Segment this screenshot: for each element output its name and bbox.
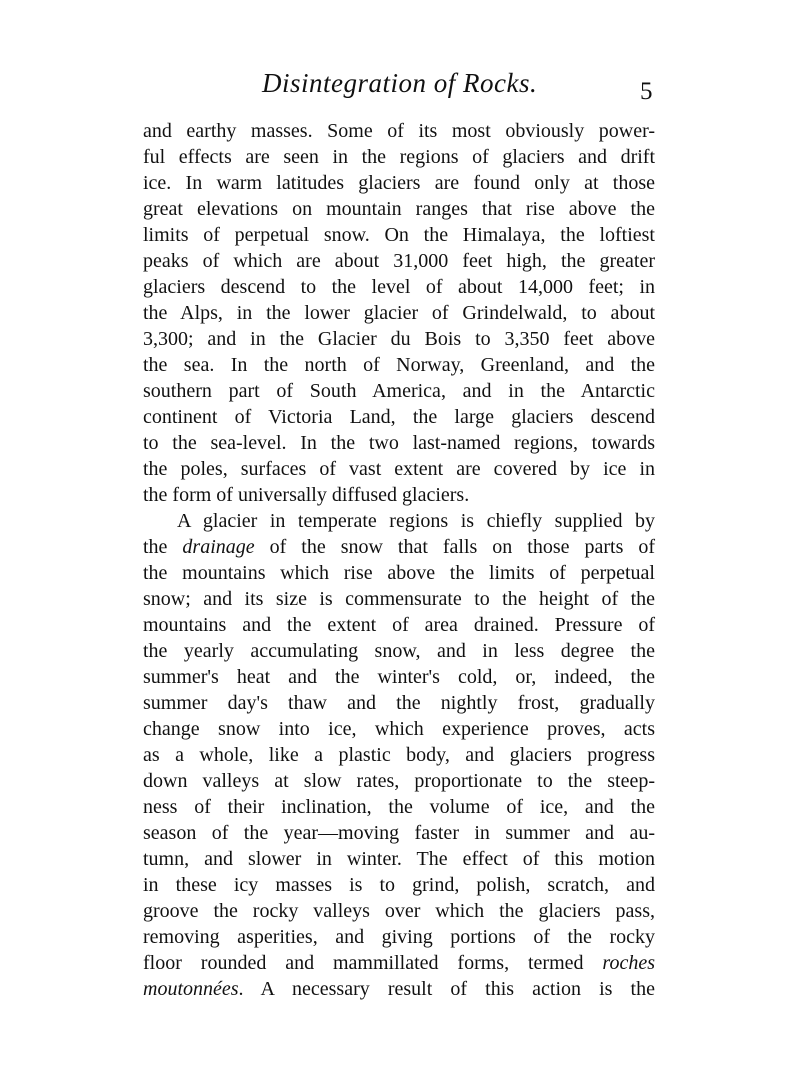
text-run: . A necessary result of this action is the (238, 978, 655, 1000)
text-line (143, 976, 655, 1002)
text-line: change snow into ice, which experience proves, acts (143, 718, 655, 740)
text-line: ful effects are seen in the regions of glaciers and drift (143, 146, 655, 168)
text-line: southern part of South America, and in the Antarctic (143, 380, 655, 402)
text-line: in these icy masses is to grind, polish, scratch, and (143, 874, 655, 896)
text-line: tumn, and slower in winter. The effect of this motion (143, 848, 655, 870)
text-line: ice. In warm latitudes glaciers are found only at those (143, 172, 655, 194)
text-line: as a whole, like a plastic body, and glaciers progress (143, 744, 655, 766)
text-line: limits of perpetual snow. On the Himalaya, the loftiest (143, 224, 655, 246)
text-line: the form of universally diffused glaciers. (143, 484, 470, 506)
text-line: down valleys at slow rates, proportionate to the steep- (143, 770, 655, 792)
paragraph-1 (143, 118, 655, 508)
text-line (143, 534, 655, 560)
page-number: 5 (640, 78, 653, 105)
text-line: mountains and the extent of area drained. Pressure of (143, 614, 655, 636)
text-run: floor rounded and mammillated forms, termed (143, 952, 603, 974)
text-line: 3,300; and in the Glacier du Bois to 3,350 feet above (143, 328, 655, 350)
italic-term-moutonnees: moutonnées (143, 978, 239, 1000)
text-line: ness of their inclination, the volume of ice, and the (143, 796, 655, 818)
text-line: summer day's thaw and the nightly frost, gradually (143, 692, 655, 714)
text-line: removing asperities, and giving portions of the rocky (143, 926, 655, 948)
text-line: the poles, surfaces of vast extent are covered by ice in (143, 458, 655, 480)
text-line: season of the year—moving faster in summer and au- (143, 822, 655, 844)
text-run: the (143, 536, 183, 558)
text-line: A glacier in temperate regions is chiefly supplied by (177, 510, 655, 532)
text-line: great elevations on mountain ranges that rise above the (143, 198, 655, 220)
text-run: of the snow that falls on those parts of (254, 536, 655, 558)
text-line: to the sea-level. In the two last-named regions, towards (143, 432, 655, 454)
text-line: the Alps, in the lower glacier of Grindelwald, to about (143, 302, 655, 324)
text-line: the yearly accumulating snow, and in less degree the (143, 640, 655, 662)
text-line: the sea. In the north of Norway, Greenland, and the (143, 354, 655, 376)
text-line (143, 950, 655, 976)
text-line: snow; and its size is commensurate to the height of the (143, 588, 655, 610)
text-line: continent of Victoria Land, the large glaciers descend (143, 406, 655, 428)
italic-term-drainage: drainage (182, 536, 255, 558)
text-line: glaciers descend to the level of about 14,000 feet; in (143, 276, 655, 298)
italic-term-roches: roches (602, 952, 655, 974)
text-line: the mountains which rise above the limits of perpetual (143, 562, 655, 584)
text-line: summer's heat and the winter's cold, or, indeed, the (143, 666, 655, 688)
text-line: groove the rocky valleys over which the glaciers pass, (143, 900, 655, 922)
running-head: Disintegration of Rocks. (262, 68, 538, 98)
paragraph-2 (143, 508, 655, 1002)
text-line: and earthy masses. Some of its most obviously power- (143, 120, 655, 142)
text-line: peaks of which are about 31,000 feet high, the greater (143, 250, 655, 272)
body-text (143, 118, 655, 1002)
